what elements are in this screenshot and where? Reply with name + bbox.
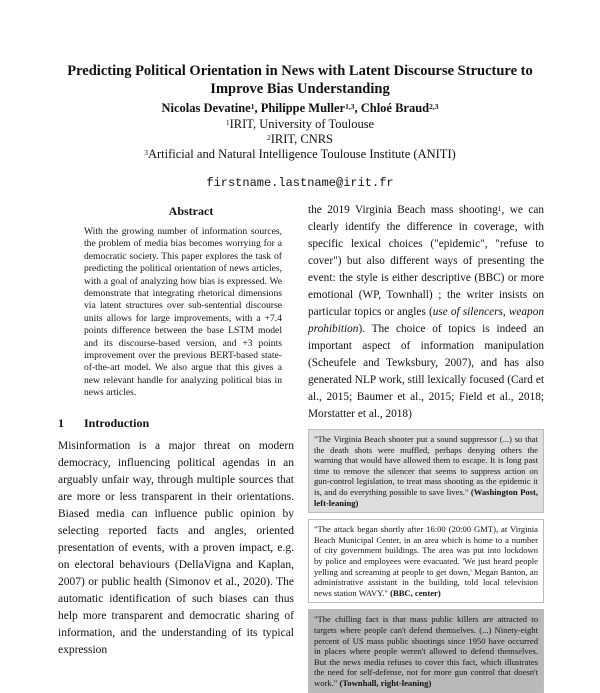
paper-title: Predicting Political Orientation in News with Latent Discourse Structure to Improve Bias Understanding [67, 63, 533, 97]
body-paragraph-2: The choice of topics is indeed an important aspect of information manipulation (Scheufele and Tewksbury, 2007), and has also generated NLP work, still lexically focused (Card et al., 2015; Baumer et al., 2015; Field et al., 2018; Morstatter et al., 2018) [308, 323, 544, 420]
author-name: Philippe Muller [260, 101, 346, 115]
quote-source: (Townhall, right-leaning) [339, 677, 432, 688]
author-sup: 1,3 [345, 102, 355, 111]
quote-box-townhall [308, 609, 544, 693]
quote-box-washington-post [308, 429, 544, 513]
quote-text: "The attack began shortly after 16:00 (20:00 GMT), at Virginia Beach Municipal Center, in an area which is home to a number of city government buildings. The area was put into lockdown by police and employees were evacuated. 'We just heard people yelling and screaming at people to get down,' Megan Banton, an administrative assistant in the building, told local television news station WAVY." [314, 524, 538, 598]
left-column [58, 203, 294, 659]
introduction-text: Misinformation is a major threat on modern democracy, influencing political agendas in an arguably unfair way, through multiple sources that are more or less transparent in their orientations. Biased media can influence public opinion by selecting reported facts and angles, oriented presentation of events, with a proven impact, e.g. on electoral behaviours (DellaVigna and Kaplan, 2007) or public health (Simonov et al., 2020). The automatic identification of such biases can thus help more transparent and democratic sharing of information, and the understanding of its typical expression [58, 439, 294, 656]
affiliation-text: IRIT, CNRS [270, 132, 334, 146]
section-title: Introduction [84, 415, 150, 430]
affiliation-2 [40, 132, 560, 147]
affiliation-text: Artificial and Natural Intelligence Toulouse Institute (ANITI) [147, 147, 456, 161]
quote-text: "The chilling fact is that mass public killers are attracted to targets where people can't defend themselves. (...) Ninety-eight percent of US mass public shootings since 1950 have occurred in places where people weren't allowed to defend themselves. But the news media refuses to cover this fact, which illustrates the need for self-defense, not for more gun control that doesn't work." [314, 614, 538, 688]
quote-text: "The Virginia Beach shooter put a sound suppressor (...) so that the death shots were muffled, perhaps denying others the warning that would have allowed them to escape. It is long past time to remove the silencer that seems to suppress action on gun-control legislation, to treat mass shooting as the epidemic it is, and do everything possible to save lives." [314, 434, 538, 497]
author-list: Nicolas Devatine$^1$, Philippe Muller$^{1,3}$, Chloé Braud$^{2,3}$ [161, 101, 439, 115]
author-sup: 1 [250, 102, 255, 111]
right-column [308, 202, 544, 693]
emphasis-text: use of silencers, weapon prohibition [308, 306, 544, 335]
author-name: Chloé Braud [360, 101, 430, 115]
abstract-text: With the growing number of information sources, the problem of media bias becomes worrying for a democratic society. This paper explores the task of predicting the political orientation of news articles, with a goal of analyzing how bias is expressed. We demonstrate that integrating rhetorical dimensions via latent structures over sub-sentential discourse units allows for large improvements, with a +7.4 points difference between the base LSTM model and its discourse-based version, and +3 points improvement over the previous BERT-based state-of-the-art model. We also argue that this gives a new relevant handle for analyzing political bias in news articles. [84, 226, 282, 399]
footnote-marker[interactable]: 1 [497, 204, 502, 213]
paragraph-text: ). [358, 323, 366, 335]
quote-source: (Washington Post, left-leaning) [314, 486, 538, 508]
quote-source: (BBC, center) [390, 587, 441, 598]
affiliation-1 [40, 117, 560, 132]
section-number: 1 [58, 415, 64, 430]
abstract-heading: Abstract [168, 204, 214, 218]
paragraph-text: , we can clearly identify the difference in coverage, with specific lexical choices ("epidemic", "refuse to cover") but also different ways of presenting the event: the style is either descriptive (BBC) or more emotional (WP, Townhall) ; the writer insists on particular topics or angles ( [308, 204, 544, 318]
affiliation-3 [40, 147, 560, 162]
affiliation-text: IRIT, University of Toulouse [229, 117, 375, 131]
author-sup: 2,3 [429, 102, 439, 111]
affiliation-sup: 3 [144, 148, 148, 157]
quote-box-bbc [308, 519, 544, 603]
author-name: Nicolas Devatine [161, 101, 251, 115]
body-paragraph-1 [308, 202, 544, 423]
paragraph-text: the 2019 Virginia Beach mass shooting [308, 204, 498, 216]
affiliation-sup: 2 [266, 133, 271, 142]
author-email[interactable]: firstname.lastname@irit.fr [206, 176, 394, 190]
affiliation-sup: 1 [225, 118, 230, 127]
section-heading [58, 416, 294, 431]
